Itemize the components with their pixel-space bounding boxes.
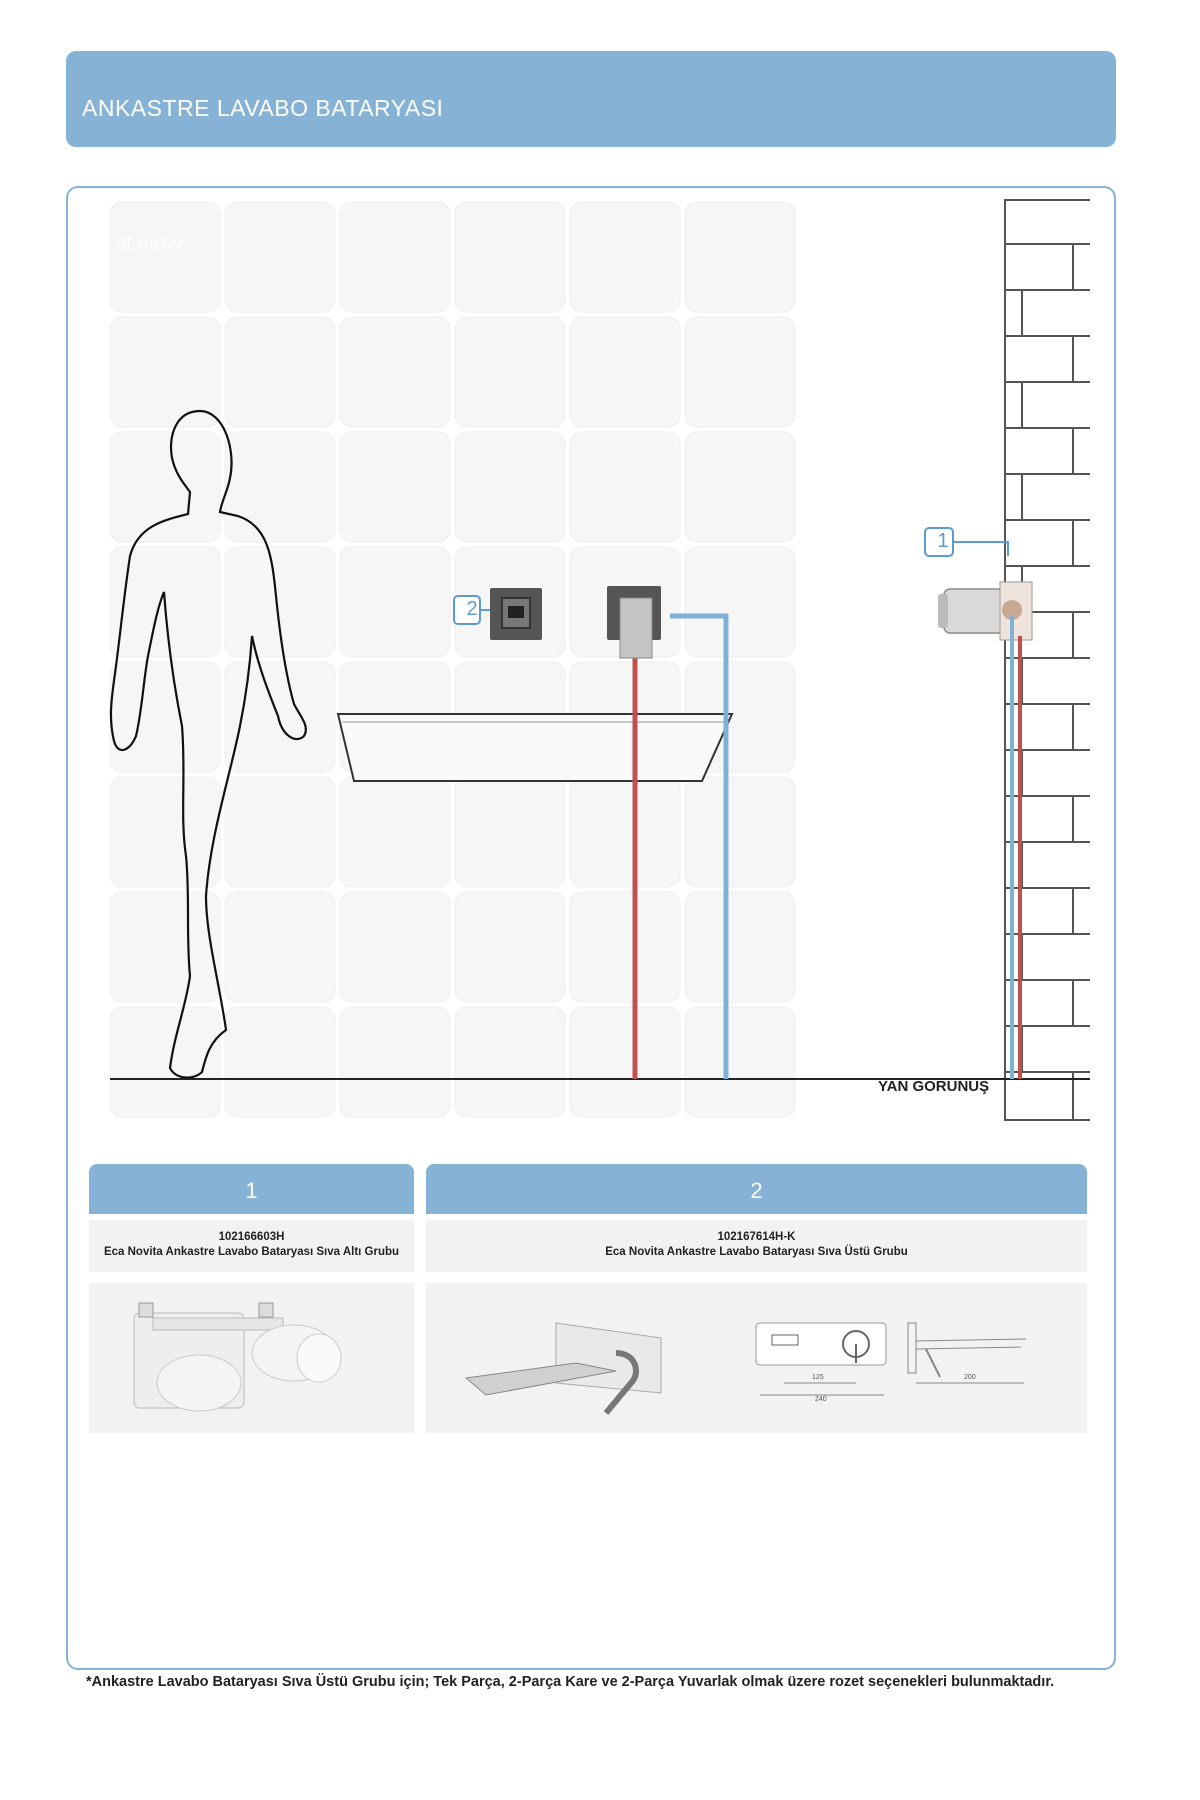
concealed-valve <box>938 582 1032 640</box>
product-2-code: 102167614H-K <box>717 1231 796 1243</box>
callout-2-number: 2 <box>466 598 478 620</box>
product-2-info <box>426 1220 1087 1272</box>
side-view-label: YAN GÖRÜNÜŞ <box>878 1078 990 1095</box>
product-1-header <box>89 1164 414 1214</box>
page-title: ANKASTRE LAVABO BATARYASI <box>82 95 444 121</box>
callout-1-number: 1 <box>937 530 949 552</box>
product-1-number: 1 <box>245 1178 258 1203</box>
product-2-image <box>426 1283 1087 1433</box>
rosette-control <box>490 588 542 640</box>
installation-diagram <box>90 196 1090 1126</box>
footnote: *Ankastre Lavabo Bataryası Sıva Üstü Grubu için; Tek Parça, 2-Parça Kare ve 2-Parça Yuvarlak olmak üzere rozet seçenekleri bulunmaktadır. <box>86 1674 1055 1690</box>
product-2-number: 2 <box>750 1178 763 1203</box>
wash-basin <box>338 714 732 781</box>
wall-tiles <box>110 202 795 1117</box>
dimension-c: 200 <box>964 1374 976 1381</box>
product-1-name: Eca Novita Ankastre Lavabo Bataryası Sıva Altı Grubu <box>103 1246 400 1258</box>
header-bar <box>66 51 1116 147</box>
product-1-code: 102166603H <box>218 1231 285 1243</box>
concealed-body-illustration <box>89 1283 414 1433</box>
ghost-watermark-text: st view <box>115 230 183 255</box>
product-1-image <box>89 1283 414 1433</box>
dimension-b: 240 <box>815 1396 827 1403</box>
product-1-info <box>89 1220 414 1272</box>
dimension-a: 125 <box>812 1374 824 1381</box>
surface-mixer-illustration <box>426 1283 1087 1433</box>
product-2-name: Eca Novita Ankastre Lavabo Bataryası Sıva Üstü Grubu <box>605 1246 908 1258</box>
brick-wall <box>1005 200 1090 1120</box>
product-2-header <box>426 1164 1087 1214</box>
